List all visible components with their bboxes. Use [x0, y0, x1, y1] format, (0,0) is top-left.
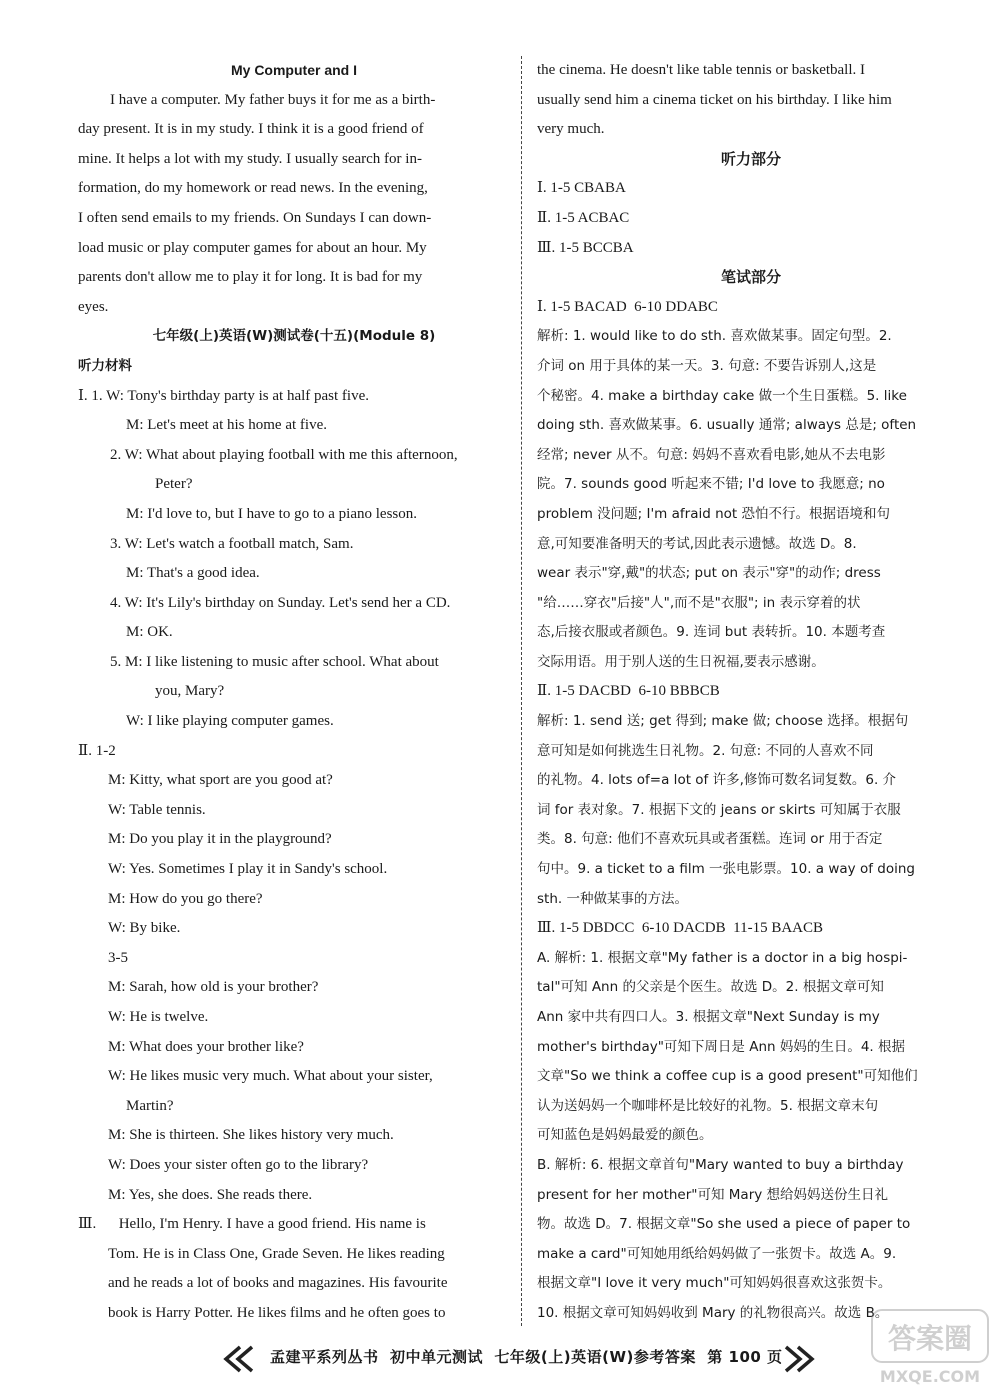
passage-line: very much. [537, 121, 605, 138]
dialogue-line: W: Yes. Sometimes I play it in Sandy's school. [108, 861, 388, 878]
explanation-line: 词 for 表对象。7. 根据下文的 jeans or skirts 可知属于衣服 [537, 801, 901, 818]
left-column [78, 56, 510, 1329]
explanation-line: Ann 家中共有四口人。3. 根据文章"Next Sunday is my [537, 1009, 880, 1025]
dialogue-line: Peter? [155, 476, 193, 493]
dialogue-line: W: Table tennis. [108, 801, 206, 818]
explanation-line: 解析: 1. would like to do sth. 喜欢做某事。固定句型。2. [537, 328, 892, 345]
explanation-line: B. 解析: 6. 根据文章首句"Mary wanted to buy a birthday [537, 1156, 904, 1173]
dialogue-line: W: He likes music very much. What about your sister, [108, 1068, 433, 1085]
explanation-line: 院。7. sounds good 听起来不错; I'd love to 我愿意; no [537, 476, 885, 493]
explanation-line: 文章"So we think a coffee cup is a good present"可知他们 [537, 1068, 918, 1085]
answer-line: Ⅲ. 1-5 BCCBA [537, 239, 634, 256]
essay-line: I often send emails to my friends. On Sundays I can down- [78, 209, 432, 226]
explanation-line: "给……穿衣"后接"人",而不是"衣服"; in 表示穿着的状 [537, 594, 861, 611]
dialogue-line: M: Let's meet at his home at five. [126, 417, 327, 434]
essay-line: day present. It is in my study. I think it is a good friend of [78, 121, 424, 138]
explanation-line: tal"可知 Ann 的父亲是个医生。故选 D。2. 根据文章可知 [537, 979, 884, 996]
explanation-line: 认为送妈妈一个咖啡杯是比较好的礼物。5. 根据文章末句 [537, 1097, 879, 1114]
dialogue-list [78, 382, 510, 1329]
dialogue-line: M: How do you go there? [108, 890, 263, 907]
dialogue-line: Martin? [126, 1097, 174, 1114]
explanation-line: doing sth. 喜欢做某事。6. usually 通常; always 总是; often [537, 417, 917, 434]
essay-body [78, 86, 510, 323]
test-title: 七年级(上)英语(W)测试卷(十五)(Module 8) [152, 328, 436, 345]
passage-line: the cinema. He doesn't like table tennis or basketball. I [537, 62, 866, 78]
explanation-line: mother's birthday"可知下周日是 Ann 妈妈的生日。4. 根据 [537, 1038, 906, 1055]
explanation-line: 介词 on 用于具体的某一天。3. 句意: 不要告诉别人,这是 [537, 357, 877, 374]
dialogue-line: M: Yes, she does. She reads there. [108, 1186, 313, 1203]
dialogue-line: 4. W: It's Lily's birthday on Sunday. Let's send her a CD. [110, 594, 451, 611]
dialogue-line: 3-5 [108, 949, 128, 966]
dialogue-line: 2. W: What about playing football with me this afternoon, [110, 446, 458, 463]
explanation-line: 态,后接衣服或者颜色。9. 连词 but 表转折。10. 本题考查 [537, 624, 886, 641]
dialogue-line: W: He is twelve. [108, 1009, 209, 1025]
dialogue-line: M: Do you play it in the playground? [108, 831, 332, 848]
explanation-line: 物。故选 D。7. 根据文章"So she used a piece of paper to [537, 1216, 911, 1233]
essay-line: formation, do my homework or read news. In the evening, [78, 180, 428, 197]
explanation-line: sth. 一种做某事的方法。 [537, 890, 688, 907]
explanation-line: 可知蓝色是妈妈最爱的颜色。 [537, 1127, 713, 1144]
dialogue-line: and he reads a lot of books and magazines. His favourite [108, 1275, 448, 1292]
essay-line: mine. It helps a lot with my study. I usually search for in- [78, 150, 422, 167]
listening-material-label: 听力材料 [78, 357, 132, 374]
essay-line: I have a computer. My father buys it for me as a birth- [110, 91, 436, 108]
continued-passage [537, 56, 965, 145]
explanation-line: 意,可知要准备明天的考试,因此表示遗憾。故选 D。8. [537, 535, 857, 552]
explanation-line: Ⅱ. 1-5 DACBD 6-10 BBBCB [537, 683, 720, 700]
explanation-line: problem 没问题; I'm afraid not 恐怕不行。根据语境和句 [537, 505, 890, 522]
dialogue-line: book is Harry Potter. He likes films and he often goes to [108, 1304, 446, 1321]
dialogue-line: M: That's a good idea. [126, 565, 260, 582]
essay-line: eyes. [78, 298, 109, 315]
dialogue-line: you, Mary? [155, 683, 225, 700]
dialogue-line: Tom. He is in Class One, Grade Seven. He likes reading [108, 1245, 445, 1262]
explanation-line: 解析: 1. send 送; get 得到; make 做; choose 选择。根据句 [537, 713, 909, 730]
explanation-line: 根据文章"I love it very much"可知妈妈很喜欢这张贺卡。 [537, 1275, 892, 1292]
watermark-logo [870, 1300, 990, 1390]
right-column [537, 56, 965, 1329]
written-answers [537, 293, 965, 1329]
dialogue-line: M: She is thirteen. She likes history very much. [108, 1127, 394, 1144]
explanation-line: wear 表示"穿,戴"的状态; put on 表示"穿"的动作; dress [537, 565, 881, 582]
dialogue-line: 3. W: Let's watch a football match, Sam. [110, 535, 354, 552]
answer-line: Ⅰ. 1-5 CBABA [537, 180, 626, 197]
watermark-text: 答案圈 [887, 1322, 973, 1355]
dialogue-line: M: I'd love to, but I have to go to a piano lesson. [126, 505, 417, 522]
explanation-line: 类。8. 句意: 他们不喜欢玩具或者蛋糕。连词 or 用于否定 [537, 831, 883, 848]
explanation-line: 10. 根据文章可知妈妈收到 Mary 的礼物很高兴。故选 B。 [537, 1304, 889, 1321]
essay-title: My Computer and I [230, 62, 357, 78]
dialogue-line: Ⅲ. Hello, I'm Henry. I have a good friend. His name is [78, 1216, 426, 1233]
answer-line: Ⅱ. 1-5 ACBAC [537, 209, 630, 226]
right-arrow-icon [780, 1344, 820, 1374]
dialogue-line: M: Sarah, how old is your brother? [108, 979, 319, 996]
explanation-line: A. 解析: 1. 根据文章"My father is a doctor in a big hospi- [537, 949, 908, 966]
dialogue-line: W: I like playing computer games. [126, 713, 334, 730]
explanation-line: 经常; never 从不。句意: 妈妈不喜欢看电影,她从不去电影 [537, 446, 886, 463]
watermark-url: MXQE.COM [879, 1367, 981, 1386]
listening-section-title: 听力部分 [720, 149, 781, 168]
explanation-line: Ⅲ. 1-5 DBDCC 6-10 DACDB 11-15 BAACB [537, 920, 824, 937]
dialogue-line: Ⅱ. 1-2 [78, 742, 116, 759]
dialogue-line: M: OK. [126, 624, 173, 641]
dialogue-line: W: Does your sister often go to the library? [108, 1156, 369, 1173]
left-arrow-icon [218, 1344, 258, 1374]
dialogue-line: W: By bike. [108, 920, 181, 937]
essay-line: parents don't allow me to play it for long. It is bad for my [78, 269, 423, 286]
explanation-line: 意可知是如何挑选生日礼物。2. 句意: 不同的人喜欢不同 [537, 742, 874, 759]
explanation-line: 个秘密。4. make a birthday cake 做一个生日蛋糕。5. like [537, 387, 907, 404]
dialogue-line: 5. M: I like listening to music after school. What about [110, 653, 439, 670]
explanation-line: make a card"可知她用纸给妈妈做了一张贺卡。故选 A。9. [537, 1245, 897, 1262]
passage-line: usually send him a cinema ticket on his birthday. I like him [537, 91, 892, 108]
explanation-line: present for her mother"可知 Mary 想给妈妈送份生日礼 [537, 1186, 889, 1203]
written-section-title: 笔试部分 [720, 268, 781, 287]
dialogue-line: Ⅰ. 1. W: Tony's birthday party is at half past five. [78, 387, 369, 404]
essay-line: load music or play computer games for about an hour. My [78, 239, 427, 256]
dialogue-line: M: What does your brother like? [108, 1038, 304, 1055]
listening-answers [537, 174, 965, 263]
dialogue-line: M: Kitty, what sport are you good at? [108, 772, 333, 789]
explanation-line: Ⅰ. 1-5 BACAD 6-10 DDABC [537, 298, 718, 315]
page-footer [0, 1336, 1000, 1392]
explanation-line: 交际用语。用于别人送的生日祝福,要表示感谢。 [537, 653, 825, 670]
footer-text: 孟建平系列丛书 初中单元测试 七年级(上)英语(W)参考答案 第 100 页 [270, 1348, 783, 1366]
column-divider [521, 56, 522, 1326]
explanation-line: 句中。9. a ticket to a film 一张电影票。10. a way of doing [537, 861, 915, 878]
explanation-line: 的礼物。4. lots of=a lot of 许多,修饰可数名词复数。6. 介 [537, 772, 897, 789]
